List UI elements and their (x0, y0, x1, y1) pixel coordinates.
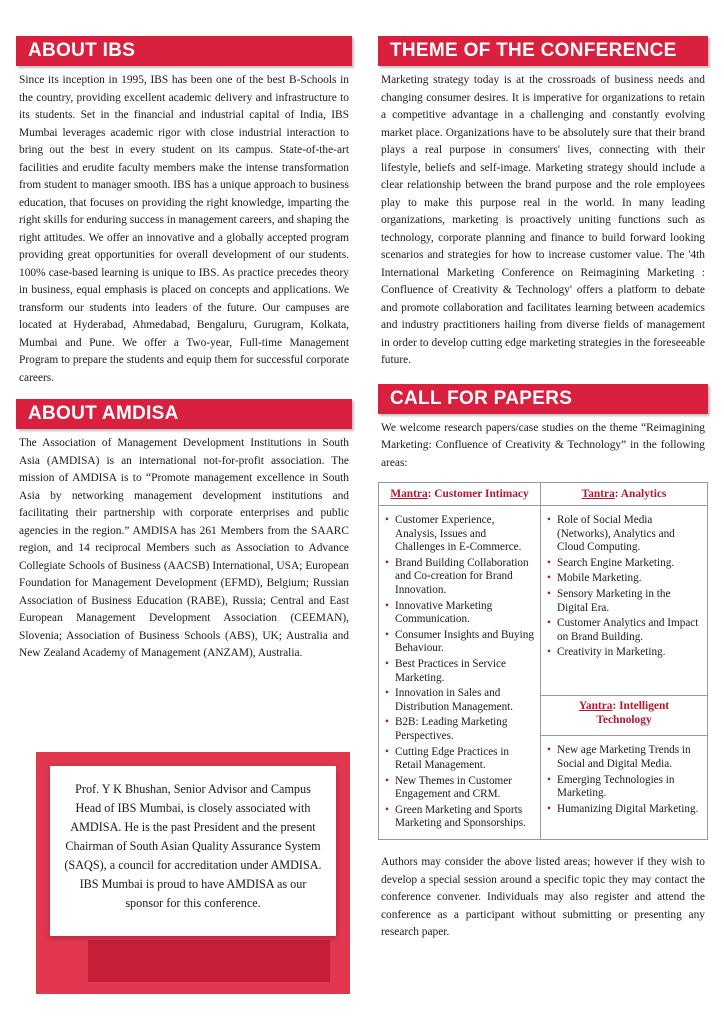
list-item: • Humanizing Digital Marketing. (547, 803, 703, 817)
quote-text: Prof. Y K Bhushan, Senior Advisor and Campus Head of IBS Mumbai, is closely associated with AMDISA. He is the past President and the present Chairman of South Asian Quality Assurance System (SAQS), a council for accreditation under AMDISA. IBS Mumbai is proud to have AMDISA as our sponsor for this conference. (50, 766, 336, 936)
list-item: • Sensory Marketing in the Digital Era. (547, 588, 703, 615)
call-for-papers-closing: Authors may consider the above listed areas; however if they wish to develop a special session around a specific topic they may contact the conference convener. Individuals may also register and attend the conference as a participant without submitting or presenting any research paper. (381, 856, 705, 939)
list-item: • Green Marketing and Sports Marketing and Sponsorships. (385, 804, 536, 831)
list-item: • Search Engine Marketing. (547, 557, 703, 571)
list-item: • B2B: Leading Marketing Perspectives. (385, 716, 536, 743)
quote-frame-base (88, 940, 330, 982)
list-item: • Emerging Technologies in Marketing. (547, 774, 703, 801)
mantra-header: Mantra: Customer Intimacy (379, 483, 541, 506)
about-ibs-heading: ABOUT IBS (16, 36, 352, 66)
list-item: • Customer Analytics and Impact on Brand Building. (547, 617, 703, 644)
right-column (378, 36, 708, 942)
mantra-cell (379, 506, 541, 840)
call-for-papers-intro: We welcome research papers/case studies on the theme “Reimagining Marketing: Confluence of Creativity & Technology” in the following areas: (381, 421, 705, 469)
list-item: • Creativity in Marketing. (547, 646, 703, 660)
list-item: • Customer Experience, Analysis, Issues and Challenges in E-Commerce. (385, 514, 536, 555)
yantra-cell (541, 736, 708, 840)
left-column (16, 36, 352, 663)
about-ibs-text: Since its inception in 1995, IBS has been one of the best B-Schools in the country, providing excellent academic delivery and infrastructure to its students. Set in the financial and industrial capital of India, IBS Mumbai leverages academic rigor with close industrial interaction to bring out the best in every student on its campus. State-of-the-art facilities and erudite faculty members make the intense transformation from student to manager smooth. IBS has a unique approach to business education, that focuses on providing the right knowledge, imparting the right skills for enduring success in management careers, and shaping the right attitudes. We offer an innovative and a globally accepted program providing great opportunities for overall development of our students. 100% case-based learning is unique to IBS. As practice precedes theory in business, equal emphasis is placed on concepts and applications. We transform our students into leaders of the future. Our campuses are located at Hyderabad, Ahmedabad, Bengaluru, Gurugram, Kolkata, Mumbai and Pune. We offer a Two-year, Full-time Management Program to prepare the students and equip them for successful corporate careers. (19, 74, 349, 384)
list-item: • Innovation in Sales and Distribution Management. (385, 687, 536, 714)
about-amdisa-heading: ABOUT AMDISA (16, 399, 352, 429)
theme-text: Marketing strategy today is at the crossroads of business needs and changing consumer desires. It is imperative for organizations to retain a competitive advantage in a challenging and constantly evolving market place. Organizations have to be absolutely sure that their brand plays a real purpose in consumers' lives, connecting with their lifestyle, beliefs and self-image. Marketing strategy should include a clear relationship between the brand purpose and the role employees play to make this purpose real in the world. In many leading organizations, marketing is proactively uniting functions such as technology, corporate planning and finance to build forward looking scenarios and strategies for how to increase customer value. The '4th International Marketing Conference on Reimagining Marketing : Confluence of Creativity & Technology' offers a platform to debate and promote collaboration and facilitates learning between academics and industry practitioners hailing from diverse fields of management in order to develop cutting edge marketing strategies in the foreseeable future. (381, 74, 705, 366)
list-item: • New Themes in Customer Engagement and CRM. (385, 775, 536, 802)
list-item: • New age Marketing Trends in Social and Digital Media. (547, 744, 703, 771)
theme-heading: THEME OF THE CONFERENCE (378, 36, 708, 66)
list-item: • Best Practices in Service Marketing. (385, 658, 536, 685)
mantra-list (379, 506, 540, 839)
list-item: • Brand Building Collaboration and Co-creation for Brand Innovation. (385, 557, 536, 598)
list-item: • Cutting Edge Practices in Retail Management. (385, 746, 536, 773)
sponsor-quote-card (36, 752, 350, 994)
list-item: • Consumer Insights and Buying Behaviour. (385, 629, 536, 656)
about-amdisa-text: The Association of Management Development Institutions in South Asia (AMDISA) is an international not-for-profit association. The mission of AMDISA is to “Promote management excellence in South Asia by networking management development institutions and facilitating their partnership with corporate enterprises and public agencies in the region.” AMDISA has 261 Members from the SAARC region, and 14 reciprocal Members such as Association to Advance Collegiate Schools of Business (AACSB) International, USA; European Foundation for Management Development (EFMD), Belgium; Russian Association of Business Education (RABE), Russia; Central and East European Management Development Association (CEEMAN), Slovenia; Association of Business Schools (ABS), UK; Australia and New Zealand Academy of Management (ANZAM), Australia. (19, 437, 349, 659)
list-item: • Mobile Marketing. (547, 572, 703, 586)
topics-table (378, 482, 708, 840)
yantra-header: Yantra: Intelligent Technology (541, 695, 708, 736)
tantra-header: Tantra: Analytics (541, 483, 708, 506)
list-item: • Innovative Marketing Communication. (385, 600, 536, 627)
yantra-list (541, 736, 707, 824)
tantra-cell (541, 506, 708, 696)
call-for-papers-heading: CALL FOR PAPERS (378, 384, 708, 414)
tantra-list (541, 506, 707, 668)
list-item: • Role of Social Media (Networks), Analytics and Cloud Computing. (547, 514, 703, 555)
